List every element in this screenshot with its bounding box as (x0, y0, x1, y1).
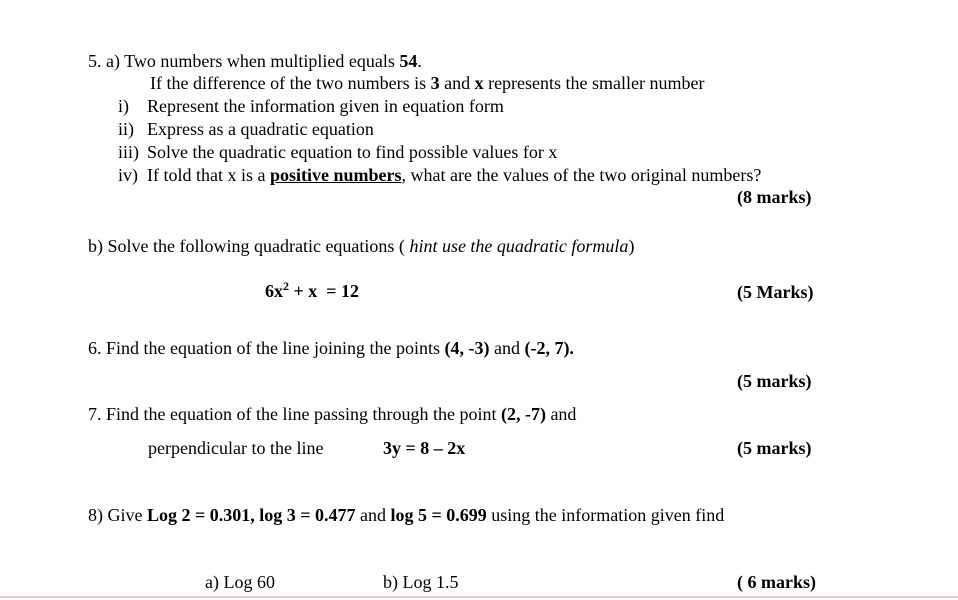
q7-marks: (5 marks) (737, 438, 812, 458)
q5a-marks: (8 marks) (737, 187, 812, 207)
q5-item-ii (118, 118, 374, 140)
q8-log2: Log 2 = 0.301, log 3 = (146, 505, 311, 525)
q5b-line (88, 235, 634, 257)
q5a-line2-num: 3 (430, 73, 440, 93)
q6-point1: (4, -3) (444, 338, 490, 358)
q5-item-iv-underlined: positive numbers (269, 165, 402, 185)
q5b-close: ) (628, 236, 635, 256)
q5-item-i-num: i) (118, 96, 129, 116)
q5-item-iv-post: , what are the values of the two original numbers? (401, 165, 762, 185)
page-bottom-divider (0, 596, 958, 598)
q8-part-b: b) Log 1.5 (383, 572, 459, 592)
q7-line2: perpendicular to the line (148, 438, 324, 458)
q7-point: (2, -7) (500, 404, 546, 424)
q5-item-iv-pre: If told that x is a (147, 165, 266, 185)
q5-item-iii-text: Solve the quadratic equation to find possible values for x (147, 142, 558, 162)
q7-and: and (550, 404, 577, 424)
q5-item-ii-text: Express as a quadratic equation (147, 119, 374, 139)
q8-line (88, 504, 724, 526)
q5a-number: 5. a) (88, 51, 120, 71)
q5b-hint: hint use the quadratic formula (409, 236, 629, 256)
q5b-pre: b) Solve the following quadratic equations ( (88, 236, 405, 256)
q5a-period: . (417, 51, 422, 71)
q5a-line2 (150, 72, 705, 94)
q8-part-a: a) Log 60 (205, 572, 275, 592)
q6-text: 6. Find the equation of the line joining the points (88, 338, 440, 358)
q5b-eq-rest: + x = 12 (289, 281, 360, 301)
q6-line (88, 337, 574, 359)
q8-post: using the information given find (491, 505, 725, 525)
q7-text: 7. Find the equation of the line passing through the point (88, 404, 497, 424)
q5a-text: Two numbers when multiplied equals (124, 51, 395, 71)
q7-equation: 3y = 8 – 2x (383, 438, 466, 458)
q8-pre: 8) Give (88, 505, 143, 525)
q5a-line2-pre: If the difference of the two numbers is (150, 73, 427, 93)
q5a-line2-x: x (474, 73, 484, 93)
q5-item-i-text: Represent the information given in equation form (147, 96, 504, 116)
q5-item-ii-num: ii) (118, 119, 134, 139)
q5-item-iii (118, 141, 557, 163)
q6-and: and (493, 338, 520, 358)
q5b-eq-base: 6x (265, 281, 283, 301)
q5-item-iv-num: iv) (118, 165, 138, 185)
q8-log5: log 5 = 0.699 (390, 505, 487, 525)
q5b-eq-exp: 2 (283, 279, 289, 293)
q8-and: and (360, 505, 387, 525)
q5-item-iii-num: iii) (118, 142, 139, 162)
q5a-line (88, 50, 422, 72)
q5-item-i (118, 95, 504, 117)
q5a-line2-post: represents the smaller number (488, 73, 705, 93)
q5a-line2-and: and (444, 73, 471, 93)
q5b-equation (265, 280, 359, 302)
q6-marks: (5 marks) (737, 371, 812, 391)
q5b-marks: (5 Marks) (737, 282, 814, 302)
q7-line (88, 403, 576, 425)
q5a-value: 54 (399, 51, 418, 71)
q8-marks: ( 6 marks) (737, 572, 816, 592)
q5-item-iv (118, 164, 761, 186)
q8-log3-value: 0.477 (315, 505, 356, 525)
q6-point2: (-2, 7). (524, 338, 574, 358)
